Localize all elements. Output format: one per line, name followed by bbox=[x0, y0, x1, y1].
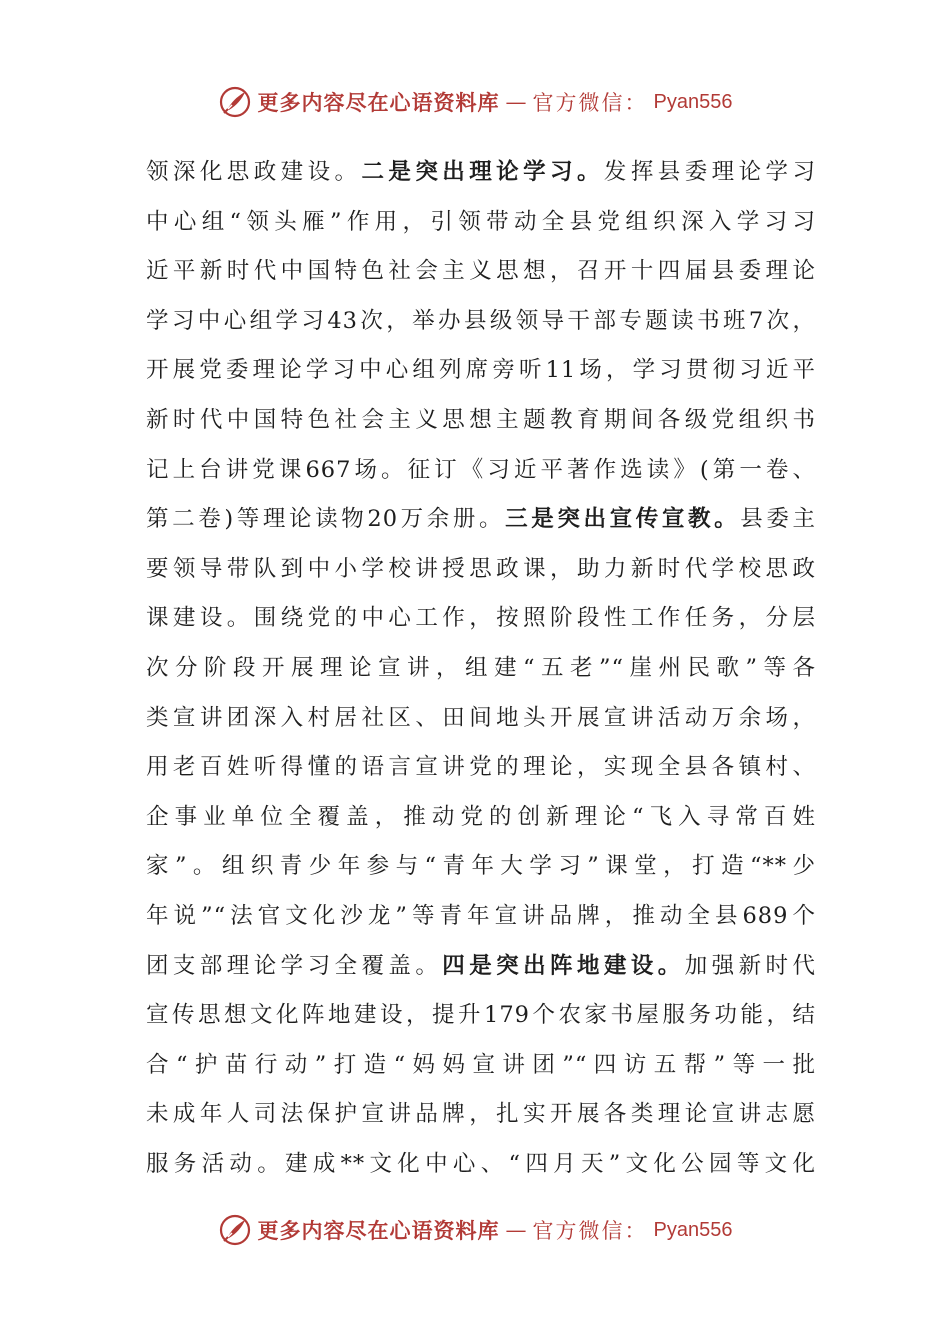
text-line bbox=[146, 198, 816, 248]
text-line bbox=[146, 1041, 816, 1091]
header-banner bbox=[0, 82, 950, 122]
text-span: 服务活动。建成**文化中心、“四月天”文化公园等文化 bbox=[146, 1150, 816, 1177]
text-span: 新时代中国特色社会主义思想主题教育期间各级党组织书 bbox=[146, 406, 816, 433]
text-span: 合“护苗行动”打造“妈妈宣讲团”“四访五帮”等一批 bbox=[146, 1051, 816, 1078]
banner-separator: — bbox=[505, 1218, 527, 1242]
text-span: 要领导带队到中小学校讲授思政课，助力新时代学校思政 bbox=[146, 555, 816, 582]
text-line bbox=[146, 247, 816, 297]
banner-brand-text: 更多内容尽在心语资料库 bbox=[257, 1218, 500, 1243]
text-span: 用老百姓听得懂的语言宣讲党的理论，实现全县各镇村、 bbox=[146, 754, 816, 781]
text-span: 中心组“领头雁”作用，引领带动全县党组织深入学习习 bbox=[146, 208, 816, 235]
text-span: 记上台讲党课667场。征订《习近平著作选读》(第一卷、 bbox=[146, 456, 816, 483]
text-span: 近平新时代中国特色社会主义思想，召开十四届县委理论 bbox=[146, 258, 816, 285]
text-span: 次分阶段开展理论宣讲，组建“五老”“崖州民歌”等各 bbox=[146, 654, 816, 681]
text-span: 领深化思政建设。 bbox=[146, 159, 362, 185]
footer-banner bbox=[0, 1210, 950, 1250]
quill-pen-seal-icon bbox=[218, 85, 252, 119]
banner-wechat-id: Pyan556 bbox=[653, 90, 733, 113]
text-line bbox=[146, 446, 816, 496]
bold-heading-span: 四是突出阵地建设。 bbox=[442, 952, 685, 979]
text-span: 家”。组织青少年参与“青年大学习”课堂，打造“**少 bbox=[146, 853, 816, 880]
text-line bbox=[146, 148, 816, 198]
text-span: 年说”“法官文化沙龙”等青年宣讲品牌，推动全县689个 bbox=[146, 902, 816, 929]
quill-pen-seal-icon bbox=[218, 1213, 252, 1247]
text-span: 学习中心组学习43次，举办县级领导干部专题读书班7次， bbox=[146, 307, 816, 334]
text-line bbox=[146, 1090, 816, 1140]
text-line bbox=[146, 942, 816, 992]
bold-heading-span: 三是突出宣传宣教。 bbox=[505, 506, 741, 533]
text-line bbox=[146, 297, 816, 347]
banner-separator: — bbox=[505, 90, 527, 114]
text-line bbox=[146, 594, 816, 644]
text-line bbox=[146, 694, 816, 744]
text-span: 课建设。围绕党的中心工作，按照阶段性工作任务，分层 bbox=[146, 605, 816, 632]
body-paragraph bbox=[146, 148, 816, 1189]
text-span: 县委主 bbox=[740, 506, 816, 533]
banner-wechat-label: 官方微信： bbox=[532, 1219, 648, 1243]
text-line bbox=[146, 991, 816, 1041]
text-line bbox=[146, 892, 816, 942]
text-line bbox=[146, 842, 816, 892]
text-span: 未成年人司法保护宣讲品牌，扎实开展各类理论宣讲志愿 bbox=[146, 1101, 816, 1128]
banner-brand-text: 更多内容尽在心语资料库 bbox=[257, 90, 500, 115]
text-span: 第二卷)等理论读物20万余册。 bbox=[146, 506, 506, 533]
bold-heading-span: 二是突出理论学习。 bbox=[361, 159, 604, 185]
text-line bbox=[146, 793, 816, 843]
text-span: 团支部理论学习全覆盖。 bbox=[146, 952, 443, 979]
text-span: 开展党委理论学习中心组列席旁听11场，学习贯彻习近平 bbox=[146, 357, 816, 384]
text-line bbox=[146, 743, 816, 793]
text-line bbox=[146, 346, 816, 396]
banner-wechat-label: 官方微信： bbox=[532, 91, 648, 115]
text-line bbox=[146, 644, 816, 694]
text-line bbox=[146, 396, 816, 446]
text-span: 加强新时代 bbox=[684, 952, 816, 979]
text-span: 宣传思想文化阵地建设，提升179个农家书屋服务功能，结 bbox=[146, 1002, 816, 1029]
banner-wechat-id: Pyan556 bbox=[653, 1218, 733, 1241]
text-span: 发挥县委理论学习 bbox=[603, 159, 816, 185]
text-line bbox=[146, 545, 816, 595]
text-span: 类宣讲团深入村居社区、田间地头开展宣讲活动万余场， bbox=[146, 704, 816, 731]
text-line bbox=[146, 495, 816, 545]
text-line bbox=[146, 1140, 816, 1190]
text-span: 企事业单位全覆盖，推动党的创新理论“飞入寻常百姓 bbox=[146, 803, 816, 830]
